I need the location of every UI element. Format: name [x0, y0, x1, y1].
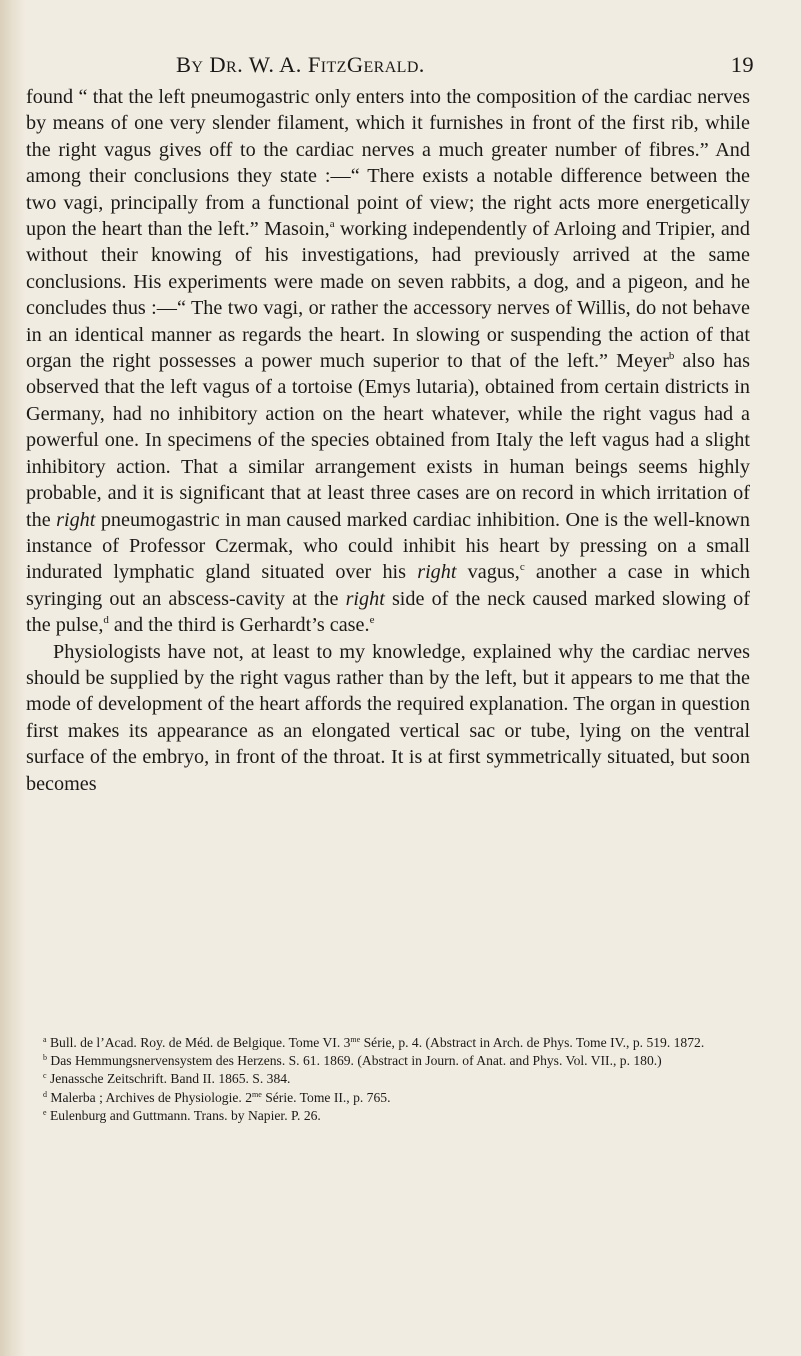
footnote-d	[30, 1089, 750, 1107]
footnote-e	[30, 1107, 750, 1125]
footnote-mark: b	[43, 1053, 47, 1063]
footnote-ref-d: d	[103, 614, 109, 627]
paragraph-2: Physiologists have not, at least to my knowledge, explained why the cardiac nerves should be supplied by the right vagus rather than by the left, but it appears to me that the mode of development of the heart affords the required explanation. The organ in question first makes its appearance as an elongated vertical sac or tube, lying on the ventral surface of the embryo, in front of the throat. It is at first symmetrically situated, but soon becomes	[26, 640, 750, 795]
footnote-text: Jenassche Zeitschrift. Band II. 1865. S. 384.	[49, 1071, 291, 1087]
footnote-ref-b: b	[668, 350, 675, 363]
text-run: another a case in which syringing out an abscess-cavity at the	[26, 561, 750, 610]
footnote-ref-c: c	[519, 561, 525, 574]
italic-right: right	[417, 561, 457, 584]
footnote-ref-a: a	[329, 218, 335, 231]
footnote-mark: d	[43, 1089, 47, 1099]
footnote-text: Eulenburg and Guttmann. Trans. by Napier. P. 26.	[49, 1107, 321, 1123]
page-number: 19	[730, 52, 754, 77]
footnote-c	[30, 1070, 750, 1088]
body-text	[26, 84, 750, 797]
footnote-text: Série, p. 4. (Abstract in Arch. de Phys. Tome IV., p. 519. 1872.	[360, 1035, 705, 1050]
text-run: vagus,	[456, 561, 520, 584]
footnote-mark: c	[43, 1071, 47, 1081]
footnote-superscript: me	[252, 1089, 262, 1099]
running-head-title: By Dr. W. A. FitzGerald.	[176, 52, 425, 77]
footnote-b	[30, 1052, 750, 1070]
text-run: pneumogastric in man caused marked cardiac inhibition. One is the well-known instance of Professor Czermak, who could inhibit his heart by pressing on a small indurated lymphatic gland situated over his	[26, 508, 750, 584]
footnote-a	[30, 1034, 750, 1052]
footnote-text: Bull. de l’Acad. Roy. de Méd. de Belgique. Tome VI. 3	[49, 1035, 351, 1050]
footnote-text: Malerba ; Archives de Physiologie. 2	[50, 1089, 253, 1105]
footnotes	[30, 1034, 750, 1125]
text-run: also has observed that the left vagus of a tortoise (Emys lutaria), obtained from certain districts in Germany, had no inhibitory action on the heart whatever, while the right vagus had a powerful one. In specimens of the species obtained from Italy the left vagus had a slight inhibitory action. That a similar arrangement exists in human beings seems highly probable, and it is significant that at least three cases are on record in which irritation of the	[26, 350, 750, 531]
footnote-ref-e: e	[369, 614, 375, 627]
paragraph-1	[26, 84, 750, 639]
footnote-mark: e	[43, 1107, 47, 1117]
text-run: found “ that the left pneumogastric only enters into the composition of the cardiac nerves by means of one very slender filament, which it furnishes in front of the first rib, while the right vagus gives off to the cardiac nerves a much greater number of fibres.” And among their conclusions they state :—“ There exists a notable difference between the two vagi, principally from a functional point of view; the right acts more energetically upon the heart than the left.” Masoin,	[26, 86, 750, 241]
text-run: and the third is Gerhardt’s case.	[108, 614, 370, 637]
footnote-mark: a	[43, 1035, 47, 1044]
italic-right: right	[345, 587, 385, 610]
italic-right: right	[56, 508, 96, 531]
running-head	[176, 52, 776, 78]
footnote-text: Série. Tome II., p. 765.	[261, 1089, 391, 1105]
footnote-superscript: me	[350, 1035, 361, 1044]
footnote-text: Das Hemmungsnervensystem des Herzens. S. 61. 1869. (Abstract in Journ. of Anat. and Phys. Vol. VII., p. 180.)	[50, 1053, 662, 1069]
text-run: working independently of Arloing and Tripier, and without their knowing of his investigations, had previously arrived at the same conclusions. His experiments were made on seven rabbits, a dog, and a pigeon, and he concludes thus :—“ The two vagi, or rather the accessory nerves of Willis, do not behave in an identical manner as regards the heart. In slowing or suspending the action of that organ the right possesses a power much superior to that of the left.” Meyer	[26, 218, 750, 373]
text-run: side of the neck caused marked slowing of the pulse,	[26, 587, 750, 637]
